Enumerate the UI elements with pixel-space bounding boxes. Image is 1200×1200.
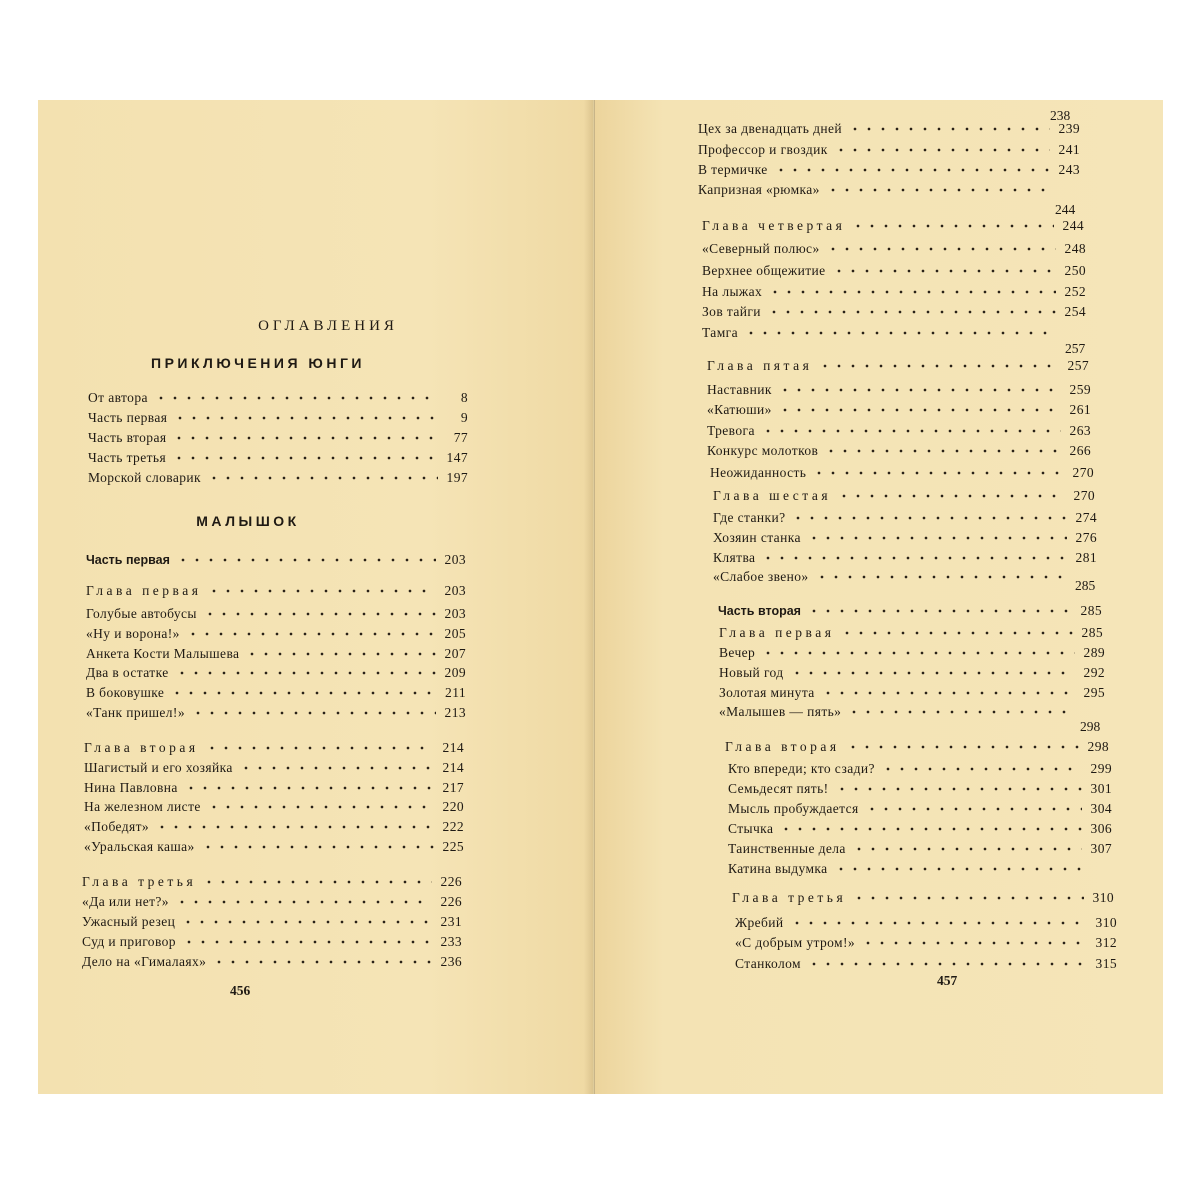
toc-chapter: Глава первая 203 xyxy=(86,583,466,598)
toc-entry: Морской словарик 197 xyxy=(88,470,468,485)
toc-entry: Катина выдумка xyxy=(728,860,1112,878)
toc-entry: Хозяин станка 276 xyxy=(713,530,1097,545)
toc-entry: Жребий 310 xyxy=(735,915,1117,930)
toc-entry: Стычка 306 xyxy=(728,821,1112,836)
toc-entry: «Танк пришел!» 213 xyxy=(86,705,466,720)
toc-entry: Кто впереди; кто сзади? 299 xyxy=(728,761,1112,776)
page-ref: 238 xyxy=(1050,108,1071,123)
toc-entry: Конкурс молотков 266 xyxy=(707,443,1091,458)
toc-entry: Где станки? 274 xyxy=(713,510,1097,525)
toc-entry: «Малышев — пять» xyxy=(719,703,1105,721)
toc-entry: «Уральская каша» 225 xyxy=(84,839,464,854)
right-page xyxy=(595,100,1163,1094)
toc-entry: На железном листе 220 xyxy=(84,799,464,814)
toc-entry: Тамга xyxy=(702,324,1086,342)
toc-entry: Зов тайги 254 xyxy=(702,304,1086,319)
toc-entry: В термичке 243 xyxy=(698,162,1080,177)
toc-chapter: Глава третья 226 xyxy=(82,874,462,889)
toc-entry: «Северный полюс» 248 xyxy=(702,241,1086,256)
page-ref: 298 xyxy=(1080,719,1101,734)
section-title-adventures: ПРИКЛЮЧЕНИЯ ЮНГИ xyxy=(151,355,365,371)
left-page xyxy=(38,100,593,1094)
toc-chapter: Глава пятая 257 xyxy=(707,358,1089,373)
toc-entry: Золотая минута 295 xyxy=(719,685,1105,700)
toc-entry: «Слабое звено» xyxy=(713,568,1097,586)
toc-chapter: Глава первая 285 xyxy=(719,625,1103,640)
toc-chapter: Глава вторая 298 xyxy=(725,739,1109,754)
toc-entry: На лыжах 252 xyxy=(702,284,1086,299)
toc-chapter: Глава четвертая 244 xyxy=(702,218,1084,233)
toc-chapter: Глава вторая 214 xyxy=(84,740,464,755)
toc-entry: Анкета Кости Малышева 207 xyxy=(86,646,466,661)
toc-entry: Ужасный резец 231 xyxy=(82,914,462,929)
toc-entry: Станколом 315 xyxy=(735,956,1117,971)
toc-entry: «Да или нет?» 226 xyxy=(82,894,462,909)
toc-entry: «С добрым утром!» 312 xyxy=(735,935,1117,950)
page-number-right: 457 xyxy=(937,973,958,988)
toc-entry: Нина Павловна 217 xyxy=(84,780,464,795)
toc-entry: Вечер 289 xyxy=(719,645,1105,660)
toc-entry: «Катюши» 261 xyxy=(707,402,1091,417)
toc-chapter: Глава шестая 270 xyxy=(713,488,1095,503)
page-ref: 244 xyxy=(1055,202,1076,217)
toc-entry: Суд и приговор 233 xyxy=(82,934,462,949)
toc-entry: Семьдесят пять! 301 xyxy=(728,781,1112,796)
toc-entry: Часть первая 9 xyxy=(88,410,468,425)
toc-entry: Цех за двенадцать дней 239 xyxy=(698,121,1080,136)
toc-entry: Два в остатке 209 xyxy=(86,665,466,680)
toc-entry: От автора 8 xyxy=(88,390,468,405)
toc-title: ОГЛАВЛЕНИЯ xyxy=(258,318,398,334)
toc-entry: Неожиданность 270 xyxy=(710,465,1094,480)
page-ref: 257 xyxy=(1065,341,1086,356)
toc-entry: «Ну и ворона!» 205 xyxy=(86,626,466,641)
toc-entry: Дело на «Гималаях» 236 xyxy=(82,954,462,969)
toc-entry: Голубые автобусы 203 xyxy=(86,606,466,621)
toc-entry: Тревога 263 xyxy=(707,423,1091,438)
toc-part: Часть вторая 285 xyxy=(718,603,1102,618)
section-title-malyshok: МАЛЫШОК xyxy=(196,513,300,529)
toc-entry: Профессор и гвоздик 241 xyxy=(698,142,1080,157)
toc-entry: Клятва 281 xyxy=(713,550,1097,565)
toc-entry: В боковушке 211 xyxy=(86,685,466,700)
page-ref: 285 xyxy=(1075,578,1096,593)
toc-entry: Верхнее общежитие 250 xyxy=(702,263,1086,278)
book-spread xyxy=(38,100,1163,1094)
toc-entry: Капризная «рюмка» xyxy=(698,181,1080,199)
toc-chapter: Глава третья 310 xyxy=(732,890,1114,905)
toc-entry: Часть третья 147 xyxy=(88,450,468,465)
toc-entry: Шагистый и его хозяйка 214 xyxy=(84,760,464,775)
toc-entry: «Победят» 222 xyxy=(84,819,464,834)
page-number-left: 456 xyxy=(230,983,251,998)
toc-part: Часть первая 203 xyxy=(86,552,466,567)
toc-entry: Мысль пробуждается 304 xyxy=(728,801,1112,816)
toc-entry: Часть вторая 77 xyxy=(88,430,468,445)
toc-entry: Таинственные дела 307 xyxy=(728,841,1112,856)
toc-entry: Наставник 259 xyxy=(707,382,1091,397)
toc-entry: Новый год 292 xyxy=(719,665,1105,680)
